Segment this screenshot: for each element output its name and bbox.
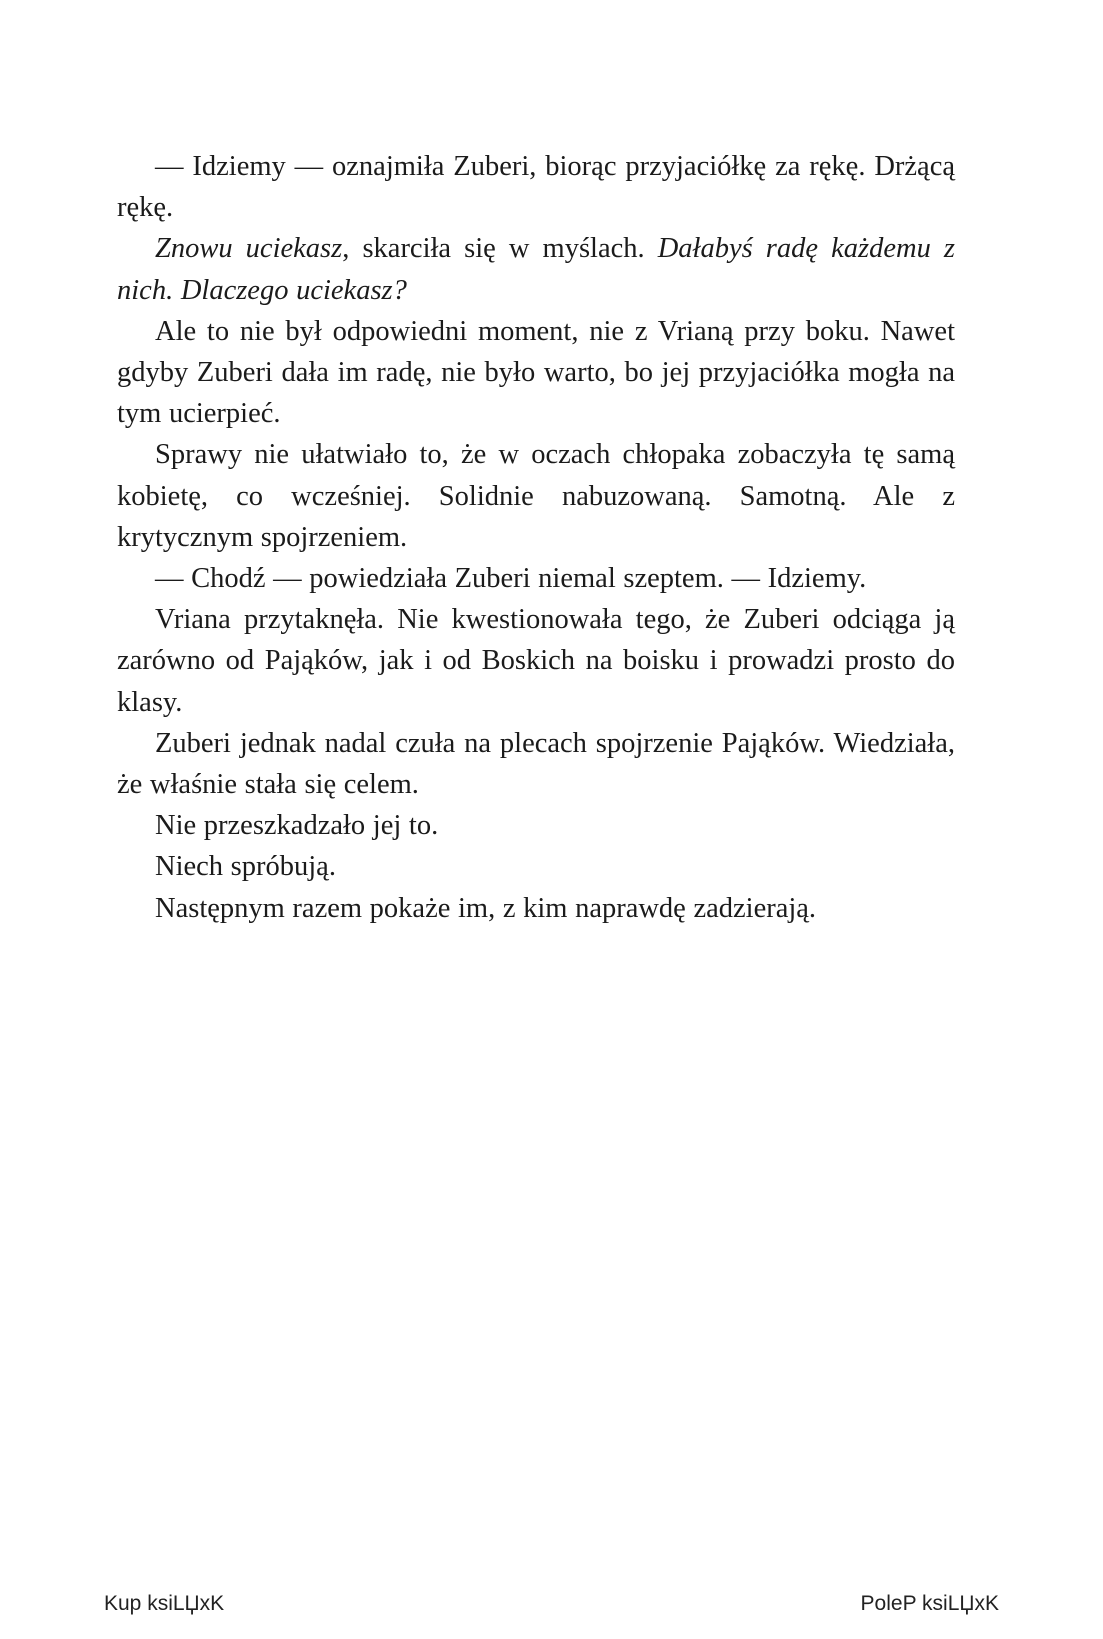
paragraph: [117, 558, 955, 599]
paragraph: [117, 723, 955, 805]
book-text: [117, 146, 955, 929]
paragraph: [117, 434, 955, 558]
paragraph: [117, 599, 955, 723]
text-segment: Niech spróbują.: [155, 851, 336, 883]
text-segment: Nie przeszkadzało jej to.: [155, 810, 439, 842]
text-segment: Vriana przytaknęła. Nie kwestionowała tego, że Zuberi odciąga ją zarówno od Pająków, jak i od Boskich na boisku i prowadzi prosto do klasy.: [117, 604, 955, 718]
recommend-book-link[interactable]: PoleP ksiLЏxK: [860, 1592, 999, 1615]
text-segment: Zuberi jednak nadal czuła na plecach spojrzenie Pająków. Wiedziała, że właśnie stała się celem.: [117, 727, 955, 801]
paragraph: [117, 805, 955, 846]
text-segment-italic: Znowu uciekasz: [155, 233, 343, 265]
text-segment: , skarciła się w myślach.: [342, 233, 658, 265]
text-segment-italic: Dałabyś radę każdemu z nich. Dlaczego uciekasz?: [117, 233, 955, 306]
text-segment: — Idziemy — oznajmiła Zuberi, biorąc przyjaciółkę za rękę. Drżącą rękę.: [117, 151, 955, 224]
text-segment: Ale to nie był odpowiedni moment, nie z Vrianą przy boku. Nawet gdyby Zuberi dała im radę, nie było warto, bo jej przyjaciółka mogła na tym ucierpieć.: [117, 315, 955, 430]
text-segment: Sprawy nie ułatwiało to, że w oczach chłopaka zobaczyła tę samą kobietę, co wcześniej. Solidnie nabuzowaną. Samotną. Ale z krytycznym spojrzeniem.: [117, 439, 955, 553]
paragraph: [117, 146, 955, 228]
paragraph: [117, 228, 955, 310]
paragraph: [117, 311, 955, 435]
buy-book-link[interactable]: Kup ksiLЏxK: [104, 1592, 225, 1615]
paragraph: [117, 846, 955, 887]
text-segment: — Chodź — powiedziała Zuberi niemal szeptem. — Idziemy.: [155, 563, 867, 595]
text-segment: Następnym razem pokaże im, z kim naprawdę zadzierają.: [155, 892, 817, 924]
paragraph: [117, 888, 955, 929]
